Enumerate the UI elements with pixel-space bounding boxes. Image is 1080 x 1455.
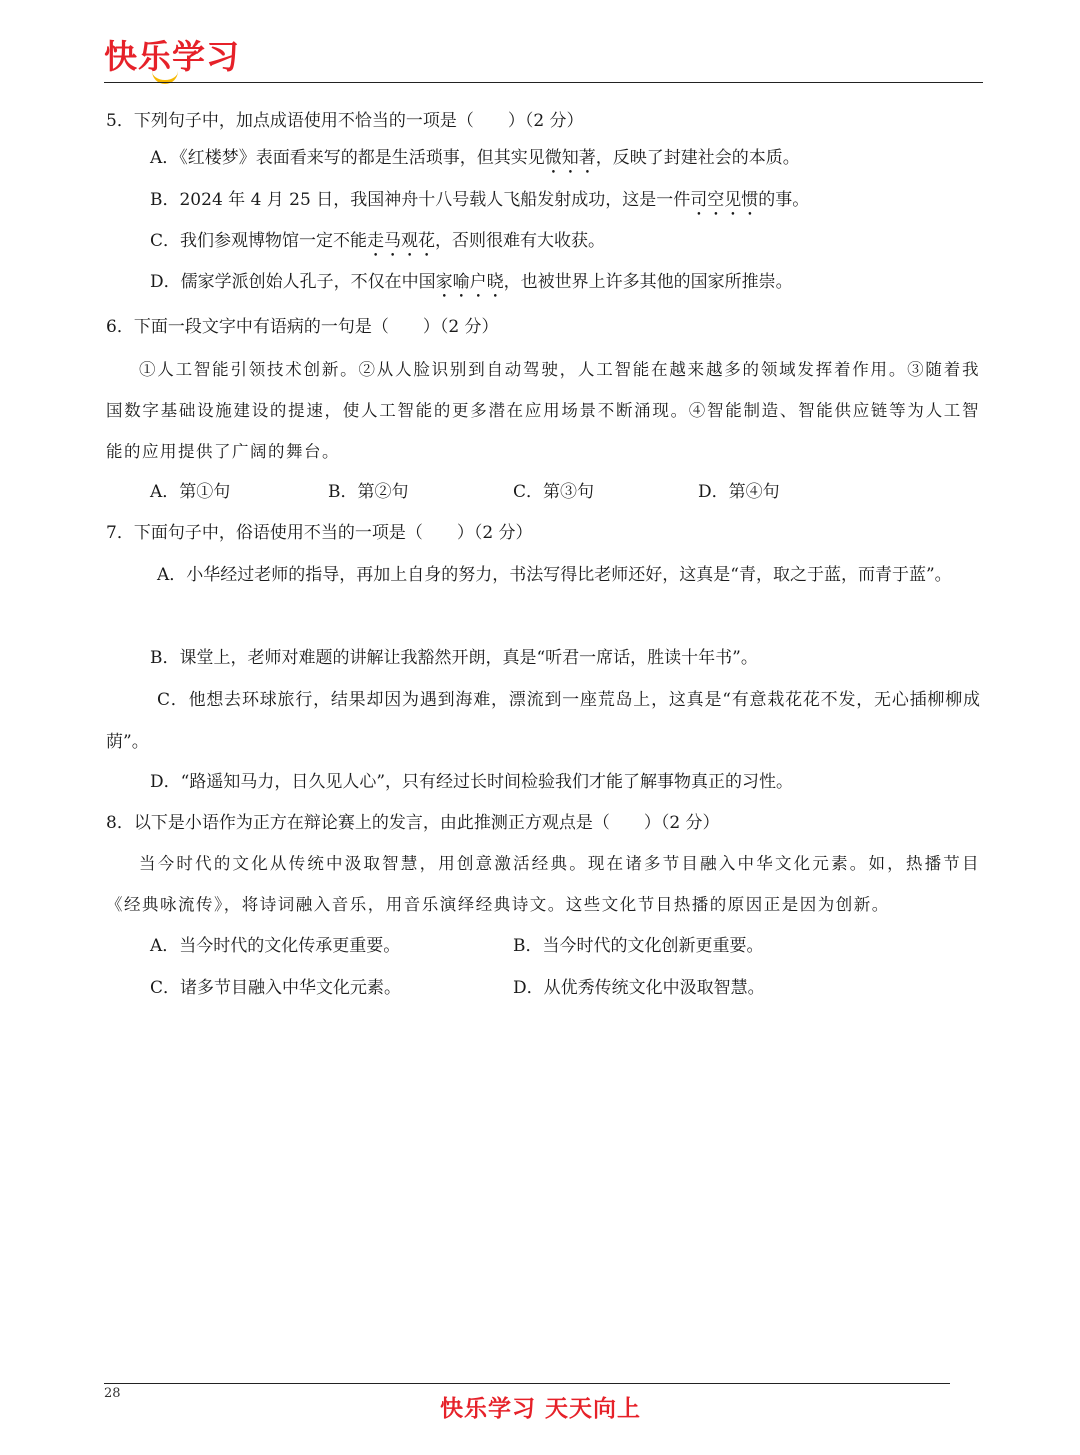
page-number: 28 (104, 1386, 121, 1401)
footer-divider (104, 1383, 950, 1384)
brand-logo-text: 快乐学习 (104, 37, 240, 76)
q7-option-c: C．他想去环球旅行，结果却因为遇到海难，漂流到一座荒岛上，这真是“有意栽花花不发，无心插柳柳成荫”。 (106, 690, 980, 752)
q5-c-idiom: 走马观花 (367, 231, 436, 251)
q6-option-b: B．第②句 (328, 482, 409, 502)
q5-a-idiom: 微知著 (544, 148, 596, 168)
footer-slogan: 快乐学习 天天向上 (440, 1396, 642, 1422)
q6-option-a: A．第①句 (150, 482, 231, 502)
q8-option-b: B．当今时代的文化创新更重要。 (513, 936, 764, 956)
q7-option-a: A．小华经过老师的指导，再加上自身的努力，书法写得比老师还好，这真是“青，取之于蓝，而青于蓝”。 (157, 565, 952, 585)
header-divider (104, 82, 983, 83)
q6-option-d: D．第④句 (698, 482, 780, 502)
q8-passage: 当今时代的文化从传统中汲取智慧，用创意激活经典。现在诸多节目融入中华文化元素。如，热播节目《经典咏流传》，将诗词融入音乐，用音乐演绎经典诗文。这些文化节目热播的原因正是因为创新。 (106, 854, 980, 914)
brand-logo (104, 37, 240, 76)
q8-option-c: C．诸多节目融入中华文化元素。 (150, 978, 402, 998)
q5-b-idiom: 司空见惯 (690, 190, 759, 210)
q5-d-idiom: 家喻户晓 (435, 272, 504, 292)
q8-option-d: D．从优秀传统文化中汲取智慧。 (513, 978, 765, 998)
q6-option-c: C．第③句 (513, 482, 595, 502)
q6-passage: ①人工智能引领技术创新。②从人脸识别到自动驾驶，人工智能在越来越多的领域发挥着作用。③随着我国数字基础设施建设的提速，使人工智能的更多潜在应用场景不断涌现。④智能制造、智能供应链等为人工智能的应用提供了广阔的舞台。 (106, 360, 980, 461)
q8-option-a: A．当今时代的文化传承更重要。 (150, 936, 401, 956)
